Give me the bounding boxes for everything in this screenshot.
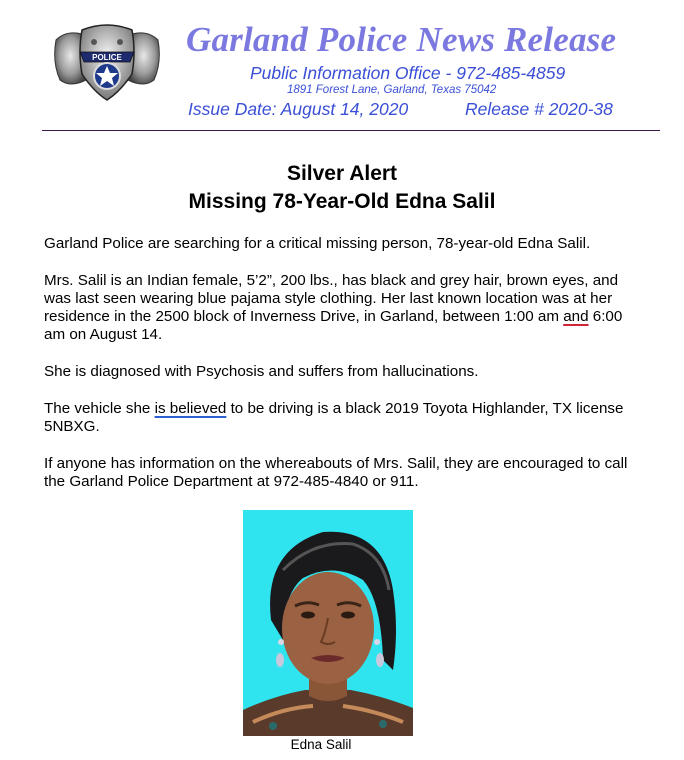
grammar-flagged-phrase: is believed <box>154 400 227 417</box>
portrait-image <box>243 510 413 736</box>
vehicle-text-b: to be driving is a black 2019 Toyota Highlander, TX license 5NBXG. <box>44 400 624 435</box>
description-text-b: 6:00 am on August 14. <box>44 308 623 343</box>
description-text-a: Mrs. Salil is an Indian female, 5’2”, 200 lbs., has black and grey hair, brown eyes, and was last seen wearing blue pajama style clothing. Her last known location was at her residence in the 2500 block of Inverness Drive, in Garland, between 1:00 am <box>44 272 619 325</box>
paragraph-intro: Garland Police are searching for a critical missing person, 78-year-old Edna Salil. <box>44 235 591 252</box>
paragraph-contact: If anyone has information on the whereabouts of Mrs. Salil, they are encouraged to call the Garland Police Department at 972-485-4840 or 911. <box>44 455 628 490</box>
vehicle-text-a: The vehicle she <box>44 400 155 417</box>
paragraph-description <box>44 272 644 344</box>
office-address: 1891 Forest Lane, Garland, Texas 75042 <box>287 84 497 96</box>
headline-missing-person: Missing 78-Year-Old Edna Salil <box>188 190 496 213</box>
news-release-title: Garland Police News Release <box>186 20 617 59</box>
paragraph-diagnosis: She is diagnosed with Psychosis and suffers from hallucinations. <box>44 363 479 380</box>
missing-person-photo <box>243 510 413 736</box>
badge-label: POLICE <box>92 53 122 62</box>
paragraph-vehicle <box>44 400 644 436</box>
headline-alert-type: Silver Alert <box>286 162 398 185</box>
issue-date: Issue Date: August 14, 2020 <box>188 99 409 119</box>
police-badge-icon <box>52 22 162 102</box>
police-badge-logo <box>52 22 162 102</box>
release-number: Release # 2020-38 <box>465 99 613 119</box>
photo-caption: Edna Salil <box>290 737 352 752</box>
spelling-flagged-word: and <box>563 308 589 325</box>
header-divider <box>42 130 660 131</box>
public-information-office: Public Information Office - 972-485-4859 <box>250 63 566 83</box>
